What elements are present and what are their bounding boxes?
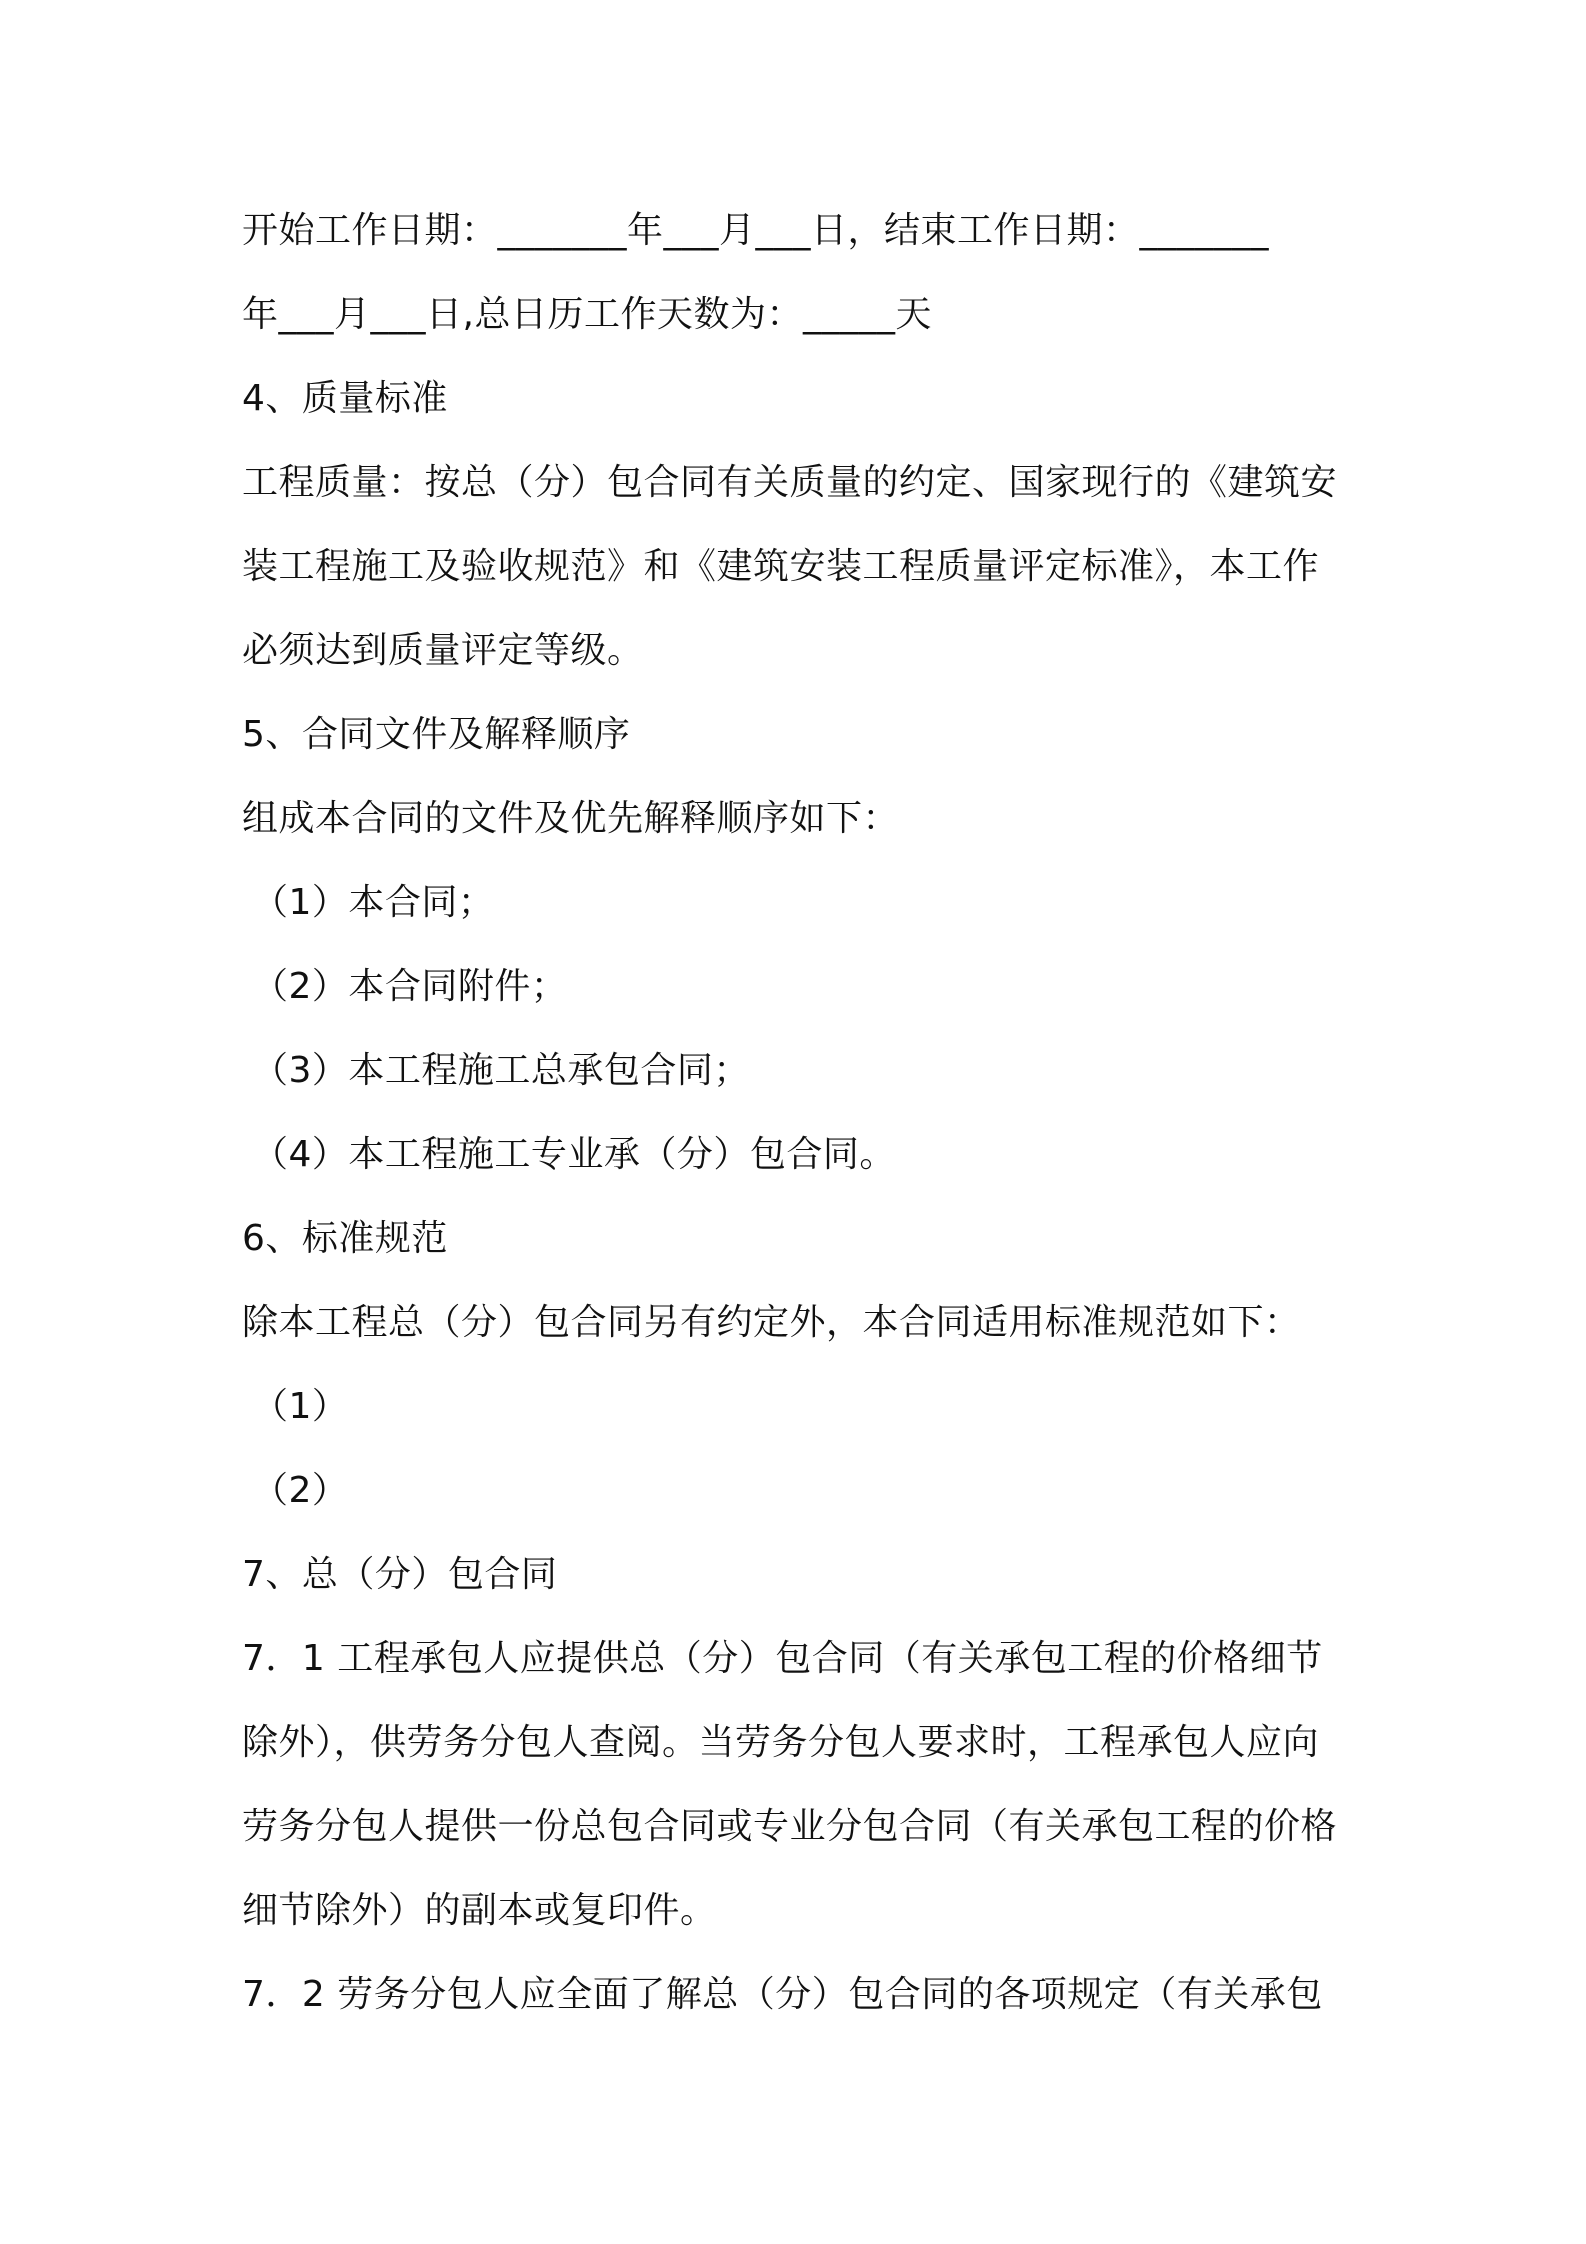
clause-7-1-line-2: 除外），供劳务分包人查阅。当劳务分包人要求时，工程承包人应向 [242, 1722, 1320, 1763]
standards-intro: 除本工程总（分）包合同另有约定外，本合同适用标准规范如下： [242, 1302, 1301, 1343]
clause-7-2-line-1: 7．2 劳务分包人应全面了解总（分）包合同的各项规定（有关承包 [242, 1974, 1323, 2015]
quality-paragraph-line-1: 工程质量：按总（分）包合同有关质量的约定、国家现行的《建筑安 [242, 462, 1338, 503]
work-dates-line-2: 年___月___日,总日历工作天数为：_____天 [242, 294, 932, 335]
quality-paragraph-line-2: 装工程施工及验收规范》和《建筑安装工程质量评定标准》，本工作 [242, 546, 1320, 587]
section-heading-quality: 4、质量标准 [242, 378, 448, 419]
document-list-item: （2）本合同附件； [252, 966, 568, 1007]
document-list-item: （3）本工程施工总承包合同； [252, 1050, 750, 1091]
standards-list-item: （1） [252, 1386, 349, 1427]
quality-paragraph-line-3: 必须达到质量评定等级。 [242, 630, 644, 671]
documents-intro: 组成本合同的文件及优先解释顺序如下： [242, 798, 900, 839]
document-list-item: （4）本工程施工专业承（分）包合同。 [252, 1134, 896, 1175]
clause-7-1-line-4: 细节除外）的副本或复印件。 [242, 1890, 717, 1931]
work-dates-line-1: 开始工作日期：_______年___月___日，结束工作日期：_______ [242, 210, 1270, 251]
clause-7-1-line-1: 7．1 工程承包人应提供总（分）包合同（有关承包工程的价格细节 [242, 1638, 1323, 1679]
clause-7-1-line-3: 劳务分包人提供一份总包合同或专业分包合同（有关承包工程的价格 [242, 1806, 1338, 1847]
section-heading-documents: 5、合同文件及解释顺序 [242, 714, 631, 755]
standards-list-item: （2） [252, 1470, 349, 1511]
section-heading-standards: 6、标准规范 [242, 1218, 448, 1259]
document-list-item: （1）本合同； [252, 882, 495, 923]
section-heading-contract: 7、总（分）包合同 [242, 1554, 558, 1595]
